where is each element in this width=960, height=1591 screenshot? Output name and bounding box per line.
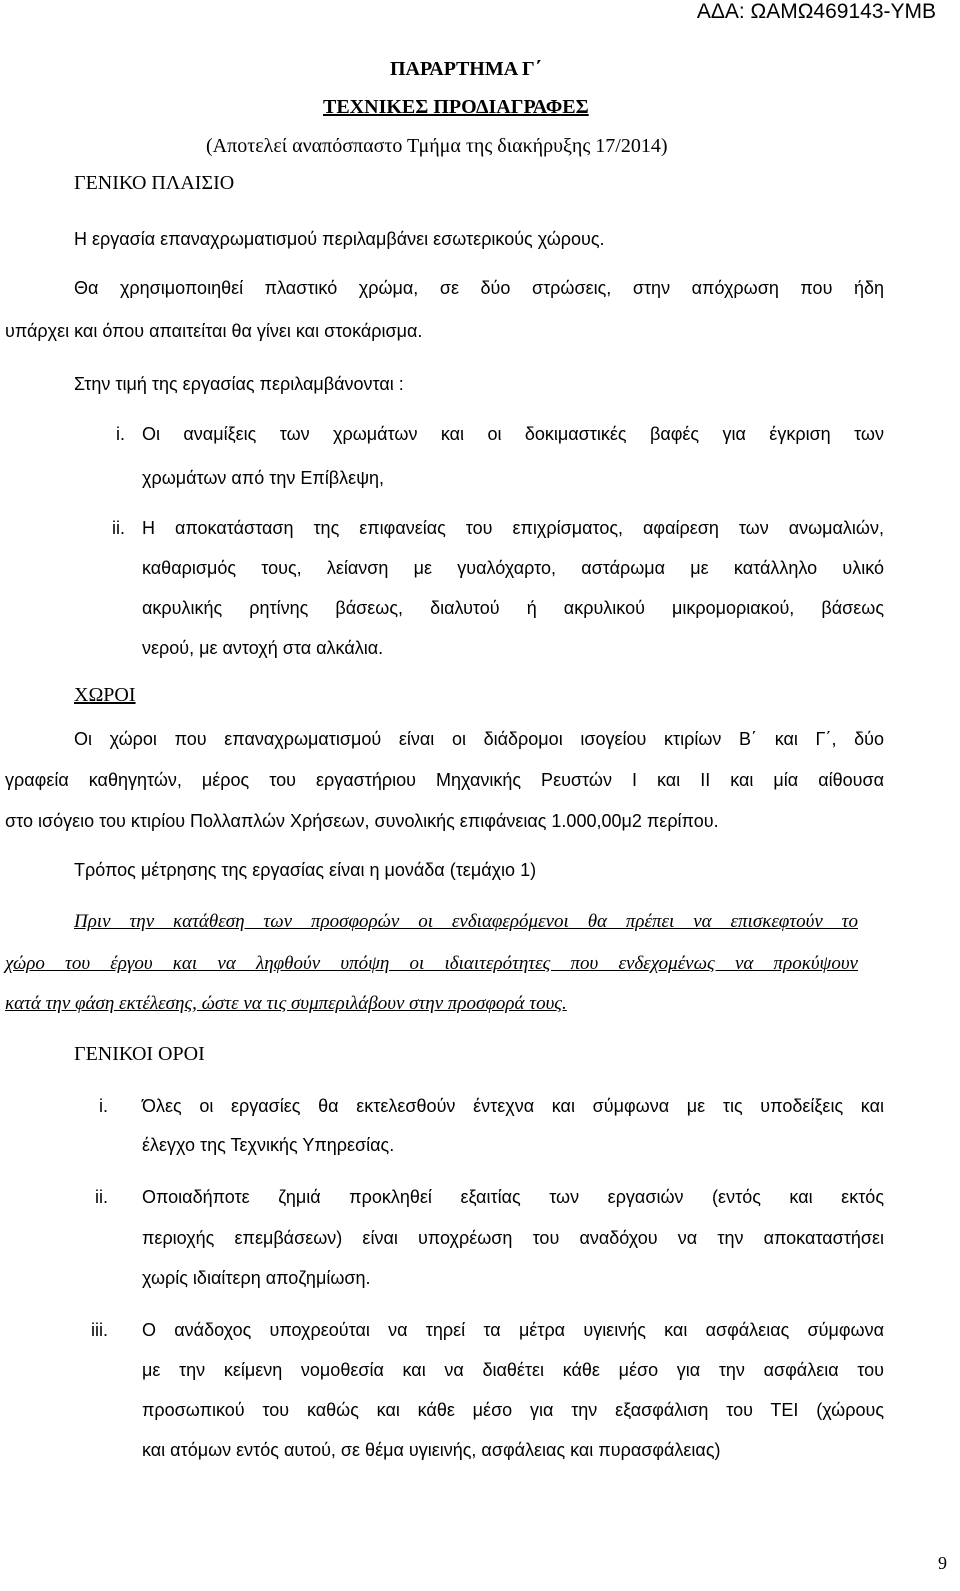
- term-2-line-2: περιοχής επεμβάσεων) είναι υποχρέωση του αναδόχου να την αποκαταστήσει: [142, 1228, 884, 1248]
- framework-item-2-line-3: ακρυλικής ρητίνης βάσεως, διαλυτού ή ακρυλικού μικρομοριακού, βάσεως: [142, 598, 884, 618]
- term-3-line-3: προσωπικού του καθώς και κάθε μέσο για την εξασφάλιση του ΤΕΙ (χώρους: [142, 1400, 884, 1420]
- term-3-line-1: Ο ανάδοχος υποχρεούται να τηρεί τα μέτρα υγιεινής και ασφάλειας σύμφωνα: [142, 1320, 884, 1340]
- annex-title: ΠΑΡΑΡΤΗΜΑ Γ΄: [390, 58, 542, 80]
- price-intro: Στην τιμή της εργασίας περιλαμβάνονται :: [74, 374, 404, 394]
- framework-item-1-line-2: χρωμάτων από την Επίβλεψη,: [142, 468, 385, 488]
- framework-item-2-line-2: καθαρισμός τους, λείανση με γυαλόχαρτο, αστάρωμα με κατάλληλο υλικό: [142, 558, 884, 578]
- term-3-line-4: και ατόμων εντός αυτού, σε θέμα υγιεινής, ασφάλειας και πυρασφάλειας): [142, 1440, 721, 1460]
- framework-item-2-number: ii.: [112, 518, 125, 538]
- spaces-line-3: στο ισόγειο του κτιρίου Πολλαπλών Χρήσεων, συνολικής επιφάνειας 1.000,00μ2 περίπου.: [5, 811, 719, 831]
- spaces-line-2: γραφεία καθηγητών, μέρος του εργαστήριου Μηχανικής Ρευστών Ι και ΙΙ και μία αίθουσα: [5, 770, 884, 790]
- visit-note-line-1: Πριν την κατάθεση των προσφορών οι ενδιαφερόμενοι θα πρέπει να επισκεφτούν το: [74, 911, 858, 932]
- framework-item-1-number: i.: [116, 424, 125, 444]
- framework-item-1-line-1: Οι αναμίξεις των χρωμάτων και οι δοκιμαστικές βαφές για έγκριση των: [142, 424, 884, 444]
- term-2-number: ii.: [95, 1187, 108, 1207]
- measurement-method: Τρόπος μέτρησης της εργασίας είναι η μονάδα (τεμάχιο 1): [74, 860, 537, 880]
- term-2-line-1: Οποιαδήποτε ζημιά προκληθεί εξαιτίας των εργασιών (εντός και εκτός: [142, 1187, 884, 1207]
- term-2-line-3: χωρίς ιδιαίτερη αποζημίωση.: [142, 1268, 371, 1288]
- term-3-number: iii.: [91, 1320, 108, 1340]
- framework-para2-line2: υπάρχει και όπου απαιτείται θα γίνει και στοκάρισμα.: [5, 321, 423, 341]
- technical-specs-title: ΤΕΧΝΙΚΕΣ ΠΡΟΔΙΑΓΡΑΦΕΣ: [323, 96, 589, 118]
- page-number: 9: [938, 1553, 947, 1573]
- spaces-heading: ΧΩΡΟΙ: [74, 684, 136, 706]
- framework-line-1: Η εργασία επαναχρωματισμού περιλαμβάνει εσωτερικούς χώρους.: [74, 229, 605, 249]
- framework-item-2-line-4: νερού, με αντοχή στα αλκάλια.: [142, 638, 384, 658]
- term-1-line-1: Όλες οι εργασίες θα εκτελεσθούν έντεχνα και σύμφωνα με τις υποδείξεις και: [142, 1096, 884, 1116]
- ada-code: ΑΔΑ: ΩΑΜΩ469143-ΥΜΒ: [696, 0, 936, 23]
- term-1-number: i.: [99, 1096, 108, 1116]
- visit-note-line-2: χώρο του έργου και να ληφθούν υπόψη οι ιδιαιτερότητες που ενδεχομένως να προκύψουν: [5, 953, 858, 974]
- spaces-line-1: Οι χώροι που επαναχρωματισμού είναι οι διάδρομοι ισογείου κτιρίων Β΄ και Γ΄, δύο: [74, 729, 884, 749]
- visit-note-line-3: κατά την φάση εκτέλεσης, ώστε να τις συμπεριλάβουν στην προσφορά τους.: [5, 993, 567, 1014]
- term-1-line-2: έλεγχο της Τεχνικής Υπηρεσίας.: [142, 1135, 395, 1155]
- term-3-line-2: με την κείμενη νομοθεσία και να διαθέτει κάθε μέσο για την ασφάλεια του: [142, 1360, 884, 1380]
- general-terms-heading: ΓΕΝΙΚΟΙ ΟΡΟΙ: [74, 1043, 205, 1065]
- general-framework-heading: ΓΕΝΙΚΟ ΠΛΑΙΣΙΟ: [74, 172, 235, 194]
- parenthetical-note: (Αποτελεί αναπόσπαστο Τμήμα της διακήρυξης 17/2014): [206, 135, 668, 157]
- framework-para2-line1: Θα χρησιμοποιηθεί πλαστικό χρώμα, σε δύο στρώσεις, στην απόχρωση που ήδη: [74, 278, 884, 298]
- framework-item-2-line-1: Η αποκατάσταση της επιφανείας του επιχρίσματος, αφαίρεση των ανωμαλιών,: [142, 518, 884, 538]
